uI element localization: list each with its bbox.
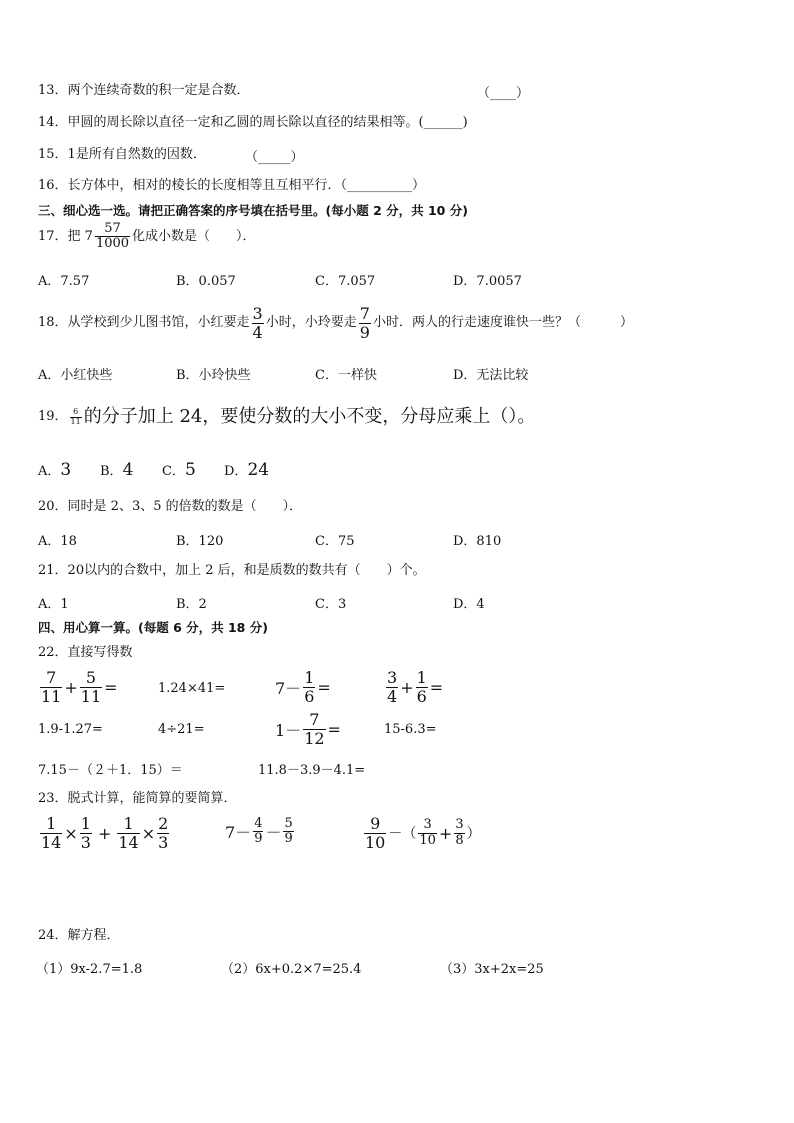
- option-20-a[interactable]: A．18: [38, 534, 77, 549]
- question-14: 14．甲圆的周长除以直径一定和乙圆的周长除以直径的结果相等。(______): [38, 115, 468, 130]
- expr-22-1c: 7－ $\frac{1}{6}$ =: [275, 668, 331, 706]
- option-20-b[interactable]: B．120: [176, 534, 224, 549]
- section-3-heading: 三、细心选一选。请把正确答案的序号填在括号里。(每小题 2 分，共 10 分): [38, 203, 468, 218]
- question-24-title: 24．解方程．: [38, 928, 120, 943]
- option-17-a[interactable]: A．7.57: [38, 274, 90, 289]
- question-13: 13．两个连续奇数的积一定是合数．: [38, 83, 250, 98]
- equation-24-1: （1）9x-2.7=1.8: [36, 962, 143, 977]
- equation-24-2: （2）6x+0.2×7=25.4: [221, 962, 362, 977]
- option-21-c[interactable]: C．3: [315, 597, 347, 612]
- expr-22-1a: $\frac{7}{11}$ + $\frac{5}{11}$ =: [41, 668, 118, 706]
- fraction-7-9: $\frac{7}{9}$: [359, 304, 370, 342]
- option-20-c[interactable]: C．75: [315, 534, 355, 549]
- section-4-heading: 四、用心算一算。(每题 6 分，共 18 分): [38, 620, 268, 635]
- option-17-d[interactable]: D．7.0057: [453, 274, 522, 289]
- option-21-d[interactable]: D．4: [453, 597, 485, 612]
- question-15: 15．1是所有自然数的因数．: [38, 147, 206, 162]
- option-19-b[interactable]: B．4: [100, 460, 134, 480]
- expr-22-3b: 11.8－3.9－4.1=: [258, 763, 366, 778]
- answer-blank-15[interactable]: （_____）: [245, 150, 304, 165]
- option-21-b[interactable]: B．2: [176, 597, 207, 612]
- question-19: 19． $\frac{6}{11}$ 的分子加上 24，要使分数的大小不变，分母应乘上（）。: [38, 406, 536, 427]
- question-23-title: 23．脱式计算，能简算的要简算．: [38, 791, 237, 806]
- fraction-3-4: $\frac{3}{4}$: [252, 304, 263, 342]
- expr-22-1d: $\frac{3}{4}$ + $\frac{1}{6}$ =: [387, 668, 444, 706]
- equation-24-3: （3）3x+2x=25: [440, 962, 544, 977]
- expr-22-2a: 1.9-1.27=: [38, 722, 103, 737]
- option-18-c[interactable]: C．一样快: [315, 368, 377, 383]
- option-19-a[interactable]: A．3: [38, 460, 72, 480]
- expr-22-2c: 1－ $\frac{7}{12}$ =: [275, 710, 341, 748]
- expr-22-2d: 15-6.3=: [384, 722, 437, 737]
- question-18: 18．从学校到少儿图书馆，小红要走 $\frac{3}{4}$ 小时，小玲要走 $\frac{7}{9}$ 小时．两人的行走速度谁快一些？（ ）: [38, 304, 633, 342]
- expr-23-2: 7－ $\frac{4}{9}$ － $\frac{5}{9}$: [225, 816, 293, 847]
- question-21: 21．20以内的合数中，加上 2 后，和是质数的数共有（ ）个。: [38, 563, 426, 578]
- answer-blank-13[interactable]: （____）: [477, 86, 530, 101]
- question-17: 17．把 7 $\frac{57}{1000}$ 化成小数是（ ）．: [38, 221, 256, 252]
- question-22-title: 22．直接写得数: [38, 645, 133, 660]
- expr-22-1b: 1.24×41=: [158, 681, 226, 696]
- option-18-b[interactable]: B．小玲快些: [176, 368, 251, 383]
- expr-23-1: $\frac{1}{14}$ × $\frac{1}{3}$ + $\frac{1}{14}$ × $\frac{2}{3}$: [41, 814, 169, 852]
- option-17-c[interactable]: C．7.057: [315, 274, 376, 289]
- fraction-57-1000: $\frac{57}{1000}$: [95, 221, 130, 252]
- question-20: 20．同时是 2、3、5 的倍数的数是（ ）．: [38, 499, 303, 514]
- option-18-a[interactable]: A．小红快些: [38, 368, 113, 383]
- option-20-d[interactable]: D．810: [453, 534, 502, 549]
- expr-23-3: $\frac{9}{10}$ －（ $\frac{3}{10}$ + $\frac{3}{8}$ ）: [365, 814, 481, 852]
- option-21-a[interactable]: A．1: [38, 597, 69, 612]
- question-16: 16．长方体中，相对的棱长的长度相等且互相平行．（__________）: [38, 178, 426, 193]
- option-18-d[interactable]: D．无法比较: [453, 368, 529, 383]
- fraction-6-11: $\frac{6}{11}$: [70, 406, 81, 426]
- expr-22-2b: 4÷21=: [158, 722, 205, 737]
- option-17-b[interactable]: B．0.057: [176, 274, 236, 289]
- option-19-c[interactable]: C．5: [162, 460, 196, 480]
- option-19-d[interactable]: D．24: [224, 460, 270, 480]
- expr-22-3a: 7.15－（２＋1．15）＝: [38, 763, 183, 778]
